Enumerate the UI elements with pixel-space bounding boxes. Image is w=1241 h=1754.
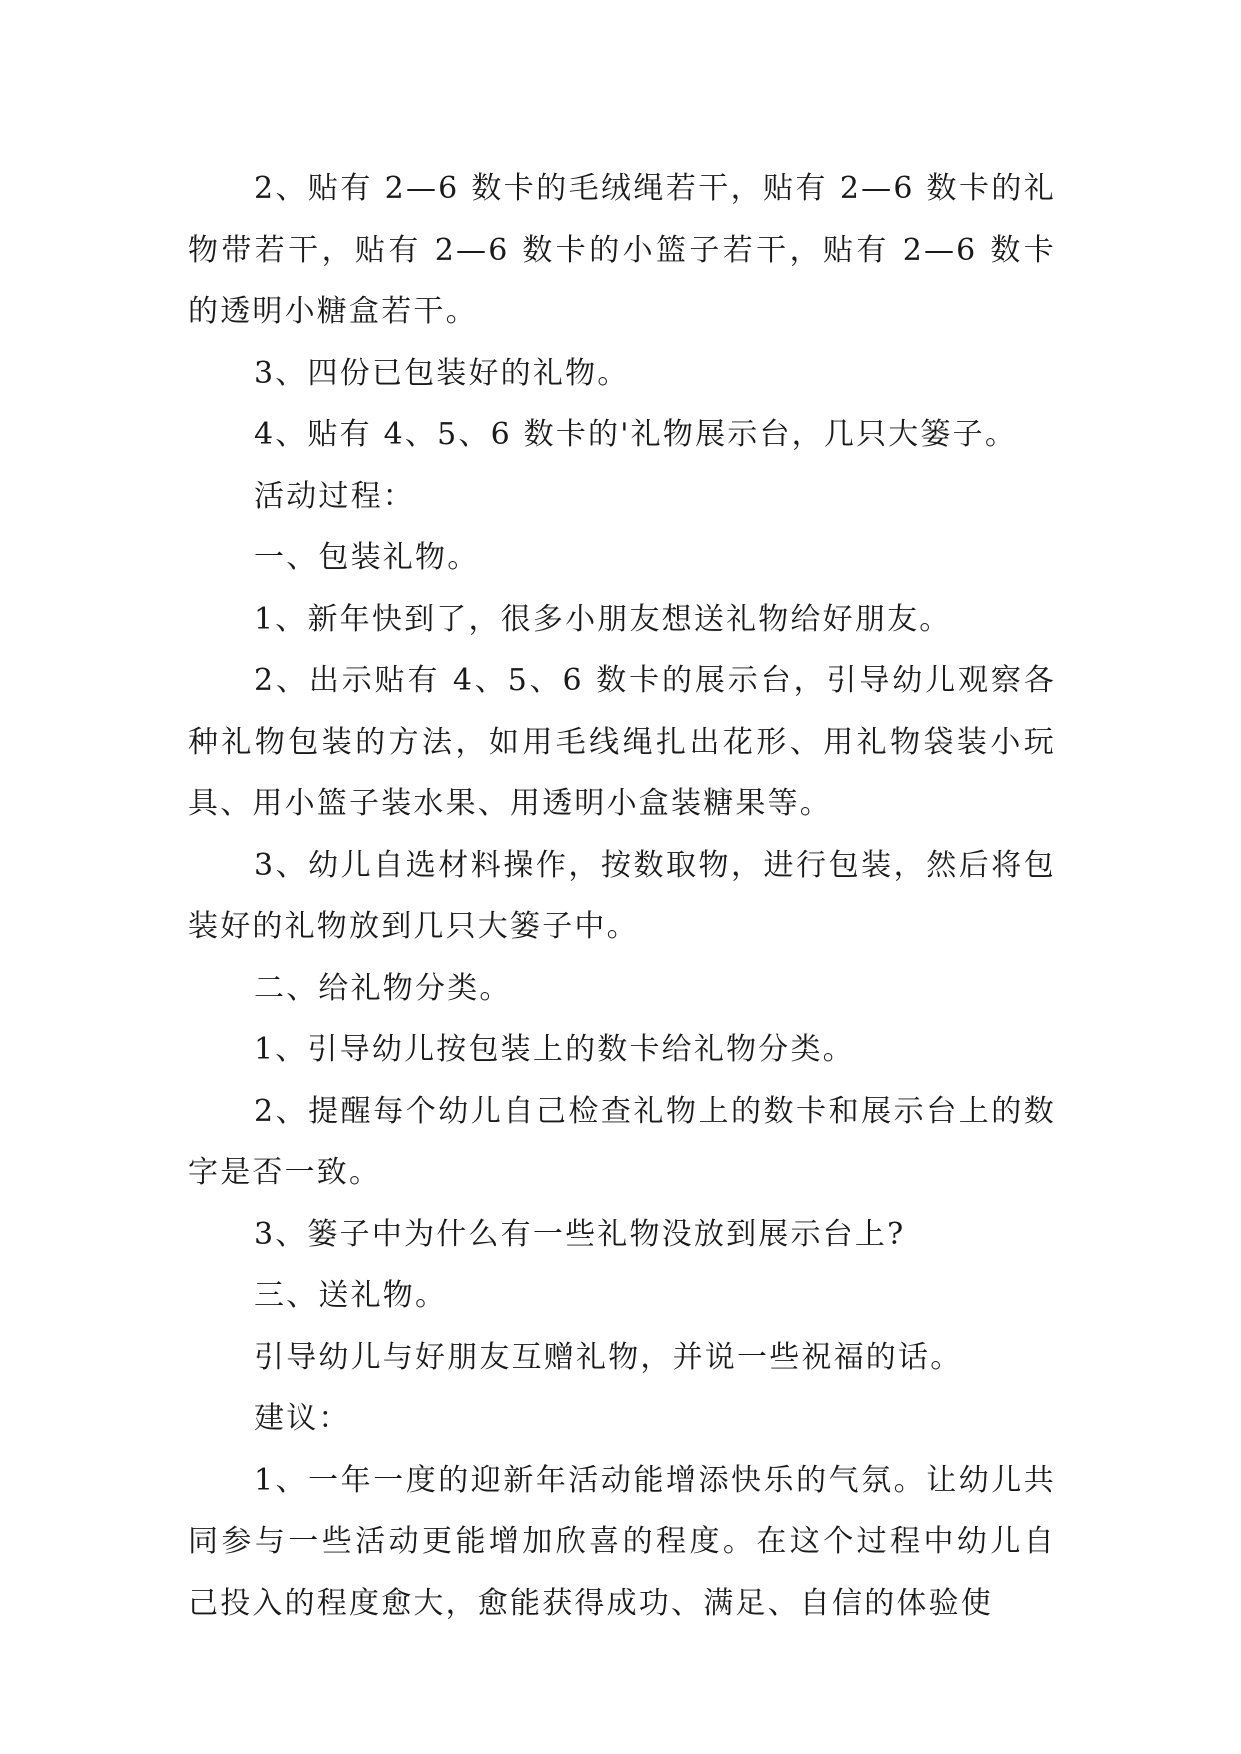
paragraph-materials-4: 4、贴有 4、5、6 数卡的'礼物展示台，几只大篓子。 bbox=[254, 417, 1018, 452]
paragraph-step-2-3: 3、篓子中为什么有一些礼物没放到展示台上? bbox=[254, 1216, 906, 1252]
heading-activity-process: 活动过程： bbox=[254, 478, 415, 514]
paragraph-materials-2: 2、贴有 2—6 数卡的毛绒绳若干，贴有 2—6 数卡的礼物带若干，贴有 2—6 数卡的小篮子若干，贴有 2—6 数卡的透明小糖盒若干。 bbox=[188, 171, 1056, 329]
paragraph-step-1-1: 1、新年快到了，很多小朋友想送礼物给好朋友。 bbox=[254, 601, 952, 637]
heading-section-two: 二、给礼物分类。 bbox=[254, 970, 512, 1006]
paragraph-step-2-2: 2、提醒每个幼儿自己检查礼物上的数卡和展示台上的数字是否一致。 bbox=[188, 1093, 1056, 1190]
document-body bbox=[188, 158, 1056, 1634]
paragraph-step-1-3: 3、幼儿自选材料操作，按数取物，进行包装，然后将包装好的礼物放到几只大篓子中。 bbox=[188, 847, 1056, 944]
paragraph-step-2-1: 1、引导幼儿按包装上的数卡给礼物分类。 bbox=[254, 1032, 855, 1067]
paragraph-step-3: 引导幼儿与好朋友互赠礼物，并说一些祝福的话。 bbox=[254, 1339, 963, 1375]
heading-section-three: 三、送礼物。 bbox=[254, 1278, 448, 1313]
paragraph-materials-3: 3、四份已包装好的礼物。 bbox=[254, 355, 630, 391]
heading-section-one: 一、包装礼物。 bbox=[254, 540, 480, 575]
paragraph-step-1-2: 2、出示贴有 4、5、6 数卡的展示台，引导幼儿观察各种礼物包装的方法，如用毛线绳扎出花形、用礼物袋装小玩具、用小篮子装水果、用透明小盒装糖果等。 bbox=[188, 663, 1056, 821]
paragraph-suggestion-1: 1、一年一度的迎新年活动能增添快乐的气氛。让幼儿共同参与一些活动更能增加欣喜的程度。在这个过程中幼儿自己投入的程度愈大，愈能获得成功、满足、自信的体验使 bbox=[188, 1462, 1056, 1621]
heading-suggestions: 建议： bbox=[254, 1401, 351, 1436]
